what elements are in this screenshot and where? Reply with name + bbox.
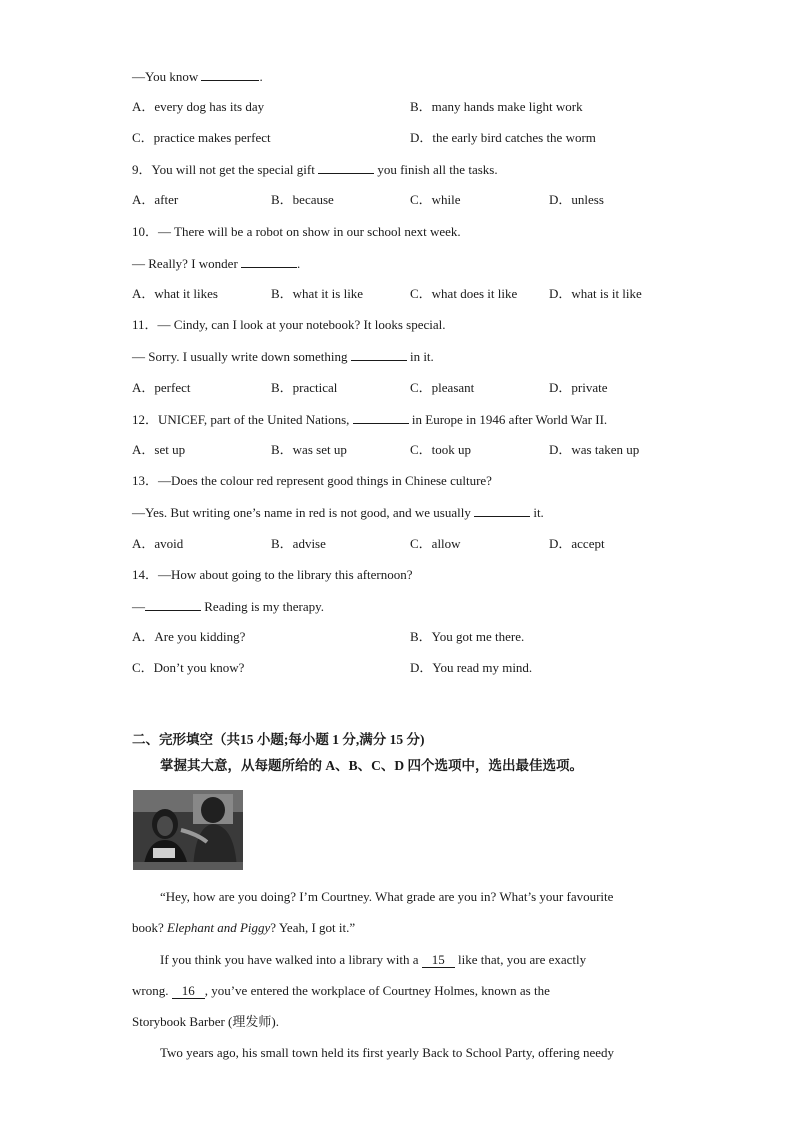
- answer-blank: [351, 348, 407, 361]
- photo-illustration: [133, 790, 243, 870]
- q13-answer-line: —Yes. But writing one’s name in red is not good, and we usually it.: [132, 505, 544, 520]
- answer-blank: [201, 68, 259, 81]
- q9-option-d[interactable]: D．unless: [549, 192, 604, 207]
- q13-option-a[interactable]: A．avoid: [132, 536, 184, 551]
- q10-option-b[interactable]: B．what it is like: [271, 286, 364, 301]
- q13-option-d[interactable]: D．accept: [549, 536, 605, 551]
- q11-answer-line: — Sorry. I usually write down something in it.: [132, 349, 434, 364]
- q14-option-c[interactable]: C．Don’t you know?: [132, 660, 245, 675]
- q8-option-a[interactable]: A．every dog has its day: [132, 99, 265, 114]
- answer-blank: [145, 598, 201, 611]
- q13-stem: 13．—Does the colour red represent good things in Chinese culture?: [132, 473, 492, 488]
- q12-option-a[interactable]: A．set up: [132, 442, 186, 457]
- q10-option-a[interactable]: A．what it likes: [132, 286, 218, 301]
- q11-stem: 11．— Cindy, can I look at your notebook? It looks special.: [132, 317, 446, 332]
- q8-option-c[interactable]: C．practice makes perfect: [132, 130, 271, 145]
- q14-option-b[interactable]: B．You got me there.: [410, 629, 525, 644]
- q10-option-c[interactable]: C．what does it like: [410, 286, 518, 301]
- q11-option-d[interactable]: D．private: [549, 380, 608, 395]
- q9-option-a[interactable]: A．after: [132, 192, 179, 207]
- q11-option-b[interactable]: B．practical: [271, 380, 338, 395]
- answer-blank: [241, 255, 297, 268]
- barber-photo: [133, 790, 243, 870]
- passage-p1-line1: “Hey, how are you doing? I’m Courtney. What grade are you in? What’s your favourite: [160, 889, 614, 904]
- q13-option-b[interactable]: B．advise: [271, 536, 326, 551]
- section-instruction: 掌握其大意，从每题所给的 A、B、C、D 四个选项中，选出最佳选项。: [160, 758, 584, 773]
- answer-blank: [318, 161, 374, 174]
- q8-answer-line: —You know .: [132, 69, 263, 84]
- q14-option-a[interactable]: A．Are you kidding?: [132, 629, 246, 644]
- answer-blank: [474, 504, 530, 517]
- passage-p3-line1: Two years ago, his small town held its first yearly Back to School Party, offering needy: [160, 1045, 614, 1060]
- q9-stem: 9．You will not get the special gift you finish all the tasks.: [132, 162, 498, 177]
- q8-option-b[interactable]: B．many hands make light work: [410, 99, 583, 114]
- answer-blank: [353, 411, 409, 424]
- q14-option-d[interactable]: D．You read my mind.: [410, 660, 533, 675]
- q9-option-c[interactable]: C．while: [410, 192, 461, 207]
- q14-stem: 14．—How about going to the library this afternoon?: [132, 567, 413, 582]
- q12-option-b[interactable]: B．was set up: [271, 442, 347, 457]
- passage-p1-line2: book? Elephant and Piggy? Yeah, I got it.”: [132, 920, 356, 935]
- q8-option-d[interactable]: D．the early bird catches the worm: [410, 130, 596, 145]
- q13-option-c[interactable]: C．allow: [410, 536, 461, 551]
- q12-option-d[interactable]: D．was taken up: [549, 442, 640, 457]
- passage-p2-line1: If you think you have walked into a library with a 15 like that, you are exactly: [160, 952, 587, 967]
- q11-option-c[interactable]: C．pleasant: [410, 380, 475, 395]
- q12-stem: 12．UNICEF, part of the United Nations, in Europe in 1946 after World War II.: [132, 412, 608, 427]
- passage-p2-line2: wrong. 16 , you’ve entered the workplace of Courtney Holmes, known as the: [132, 983, 550, 998]
- passage-p2-line3: Storybook Barber (理发师).: [132, 1014, 279, 1029]
- q10-option-d[interactable]: D．what is it like: [549, 286, 642, 301]
- q9-option-b[interactable]: B．because: [271, 192, 334, 207]
- q10-answer-line: — Really? I wonder .: [132, 256, 301, 271]
- cloze-blank-15: 15: [422, 953, 455, 968]
- q14-answer-line: — Reading is my therapy.: [132, 599, 324, 614]
- section-heading: 二、完形填空（共15 小题;每小题 1 分,满分 15 分): [132, 732, 425, 747]
- cloze-blank-16: 16: [172, 984, 205, 999]
- q12-option-c[interactable]: C．took up: [410, 442, 472, 457]
- q10-stem: 10．— There will be a robot on show in our school next week.: [132, 224, 461, 239]
- q11-option-a[interactable]: A．perfect: [132, 380, 191, 395]
